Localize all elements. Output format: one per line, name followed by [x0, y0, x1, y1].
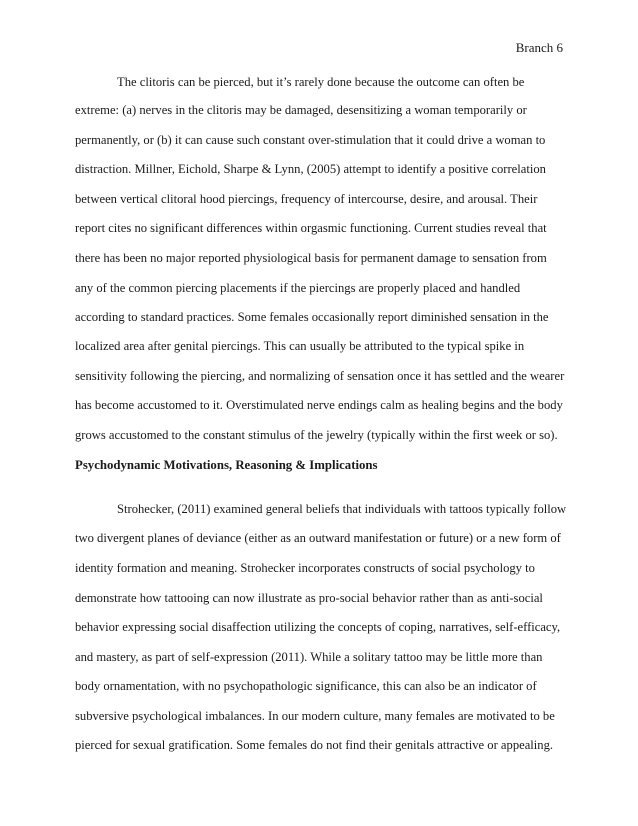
paragraph-1-line: there has been no major reported physiological basis for permanent damage to sensation from — [75, 251, 547, 265]
paragraph-1-line: according to standard practices. Some females occasionally report diminished sensation in the — [75, 310, 549, 324]
paragraph-2-line: Strohecker, (2011) examined general beliefs that individuals with tattoos typically follow — [117, 502, 567, 516]
paragraph-1-line: permanently, or (b) it can cause such constant over-stimulation that it could drive a woman to — [75, 133, 546, 147]
paragraph-1-line: The clitoris can be pierced, but it’s rarely done because the outcome can often be — [117, 75, 525, 89]
paragraph-1-line: distraction. Millner, Eichold, Sharpe & Lynn, (2005) attempt to identify a positive correlation — [75, 162, 546, 176]
paragraph-1-line: between vertical clitoral hood piercings, frequency of intercourse, desire, and arousal. Their — [75, 192, 538, 206]
paragraph-1-line: sensitivity following the piercing, and normalizing of sensation once it has settled and the wearer — [75, 369, 565, 383]
section-heading: Psychodynamic Motivations, Reasoning & Implications — [75, 458, 378, 472]
paragraph-2-line: and mastery, as part of self-expression (2011). While a solitary tattoo may be little more than — [75, 650, 543, 664]
paragraph-2-line: behavior expressing social disaffection utilizing the concepts of coping, narratives, self-efficacy, — [75, 620, 561, 634]
paragraph-1-line: grows accustomed to the constant stimulus of the jewelry (typically within the first week or so). — [75, 428, 558, 442]
paragraph-2-line: subversive psychological imbalances. In our modern culture, many females are motivated to be — [75, 709, 555, 723]
paragraph-2-line: pierced for sexual gratification. Some females do not find their genitals attractive or appealing. — [75, 738, 554, 752]
paragraph-1-line: has become accustomed to it. Overstimulated nerve endings calm as healing begins and the body — [75, 398, 563, 412]
paragraph-1-line: extreme: (a) nerves in the clitoris may be damaged, desensitizing a woman temporarily or — [75, 103, 527, 117]
running-head: Branch 6 — [515, 40, 563, 55]
paragraph-1-line: report cites no significant differences within orgasmic functioning. Current studies reveal that — [75, 221, 547, 235]
paragraph-2-line: demonstrate how tattooing can now illustrate as pro-social behavior rather than as anti-social — [75, 591, 543, 605]
paragraph-1-line: localized area after genital piercings. This can usually be attributed to the typical spike in — [75, 339, 525, 353]
paragraph-2-line: two divergent planes of deviance (either as an outward manifestation or future) or a new form of — [75, 531, 561, 545]
paragraph-1-line: any of the common piercing placements if the piercings are properly placed and handled — [75, 281, 521, 295]
paragraph-2-line: body ornamentation, with no psychopathologic significance, this can also be an indicator of — [75, 679, 537, 693]
paragraph-2-line: identity formation and meaning. Strohecker incorporates constructs of social psychology to — [75, 561, 535, 575]
